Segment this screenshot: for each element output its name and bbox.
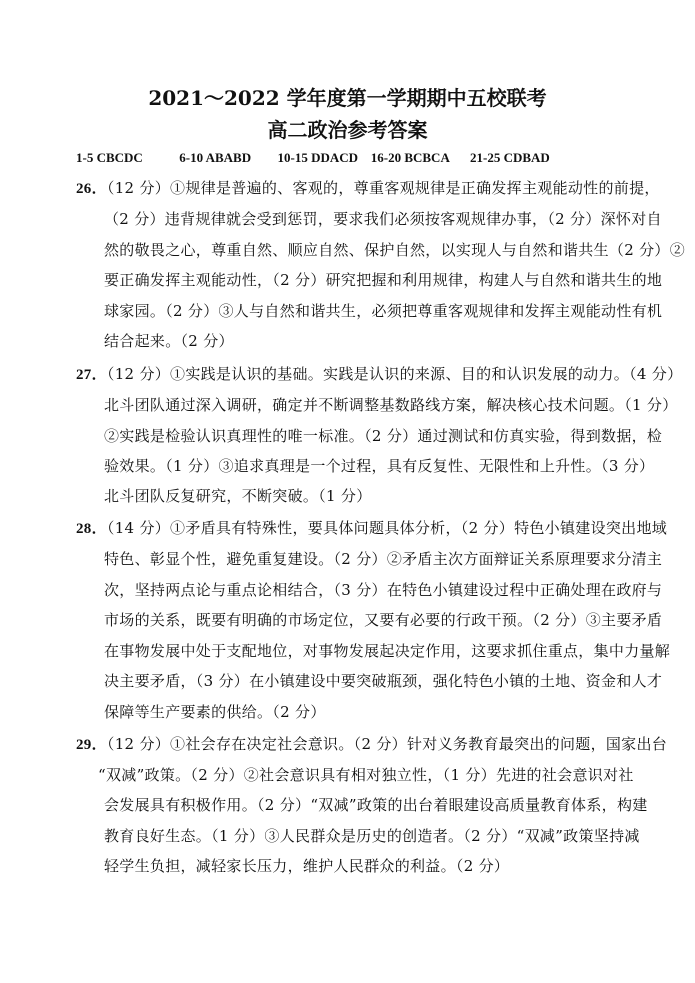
- question-29-line-5: 轻学生负担，减轻家长压力，维护人民群众的利益。（2 分）: [104, 857, 510, 875]
- choice-answers-21-25: 21-25 CDBAD: [470, 150, 550, 165]
- question-29-line-2: “双减”政策。（2 分）②社会意识具有相对独立性，（1 分）先进的社会意识对社: [98, 766, 634, 784]
- question-28-line-3: 次，坚持两点论与重点论相结合，（3 分）在特色小镇建设过程中正确处理在政府与: [104, 581, 663, 599]
- question-26-line-1: 26．（12 分）①规律是普遍的、客观的，尊重客观规律是正确发挥主观能动性的前提，: [76, 179, 660, 197]
- question-number: 26．: [76, 181, 107, 197]
- question-27-line-5: 北斗团队反复研究，不断突破。（1 分）: [104, 487, 372, 505]
- choice-answers-6-10: 6-10 ABABD: [179, 150, 252, 165]
- choice-answers-1-5: 1-5 CBCDC: [76, 150, 143, 165]
- question-28-line-1: 28．（14 分）①矛盾具有特殊性，要具体问题具体分析，（2 分）特色小镇建设突出地域: [76, 519, 668, 537]
- question-26-line-5: 球家园。（2 分）③人与自然和谐共生，必须把尊重客观规律和发挥主观能动性有机: [104, 302, 663, 320]
- question-26-line-2: （2 分）违背规律就会受到惩罚，要求我们必须按客观规律办事，（2 分）深怀对自: [104, 210, 662, 228]
- question-27-line-4: 验效果。（1 分）③追求真理是一个过程，具有反复性、无限性和上升性。（3 分）: [104, 457, 655, 475]
- choice-answers-16-20: 16-20 BCBCA: [370, 150, 450, 165]
- question-27-line-1: 27．（12 分）①实践是认识的基础。实践是认识的来源、目的和认识发展的动力。（4 分）: [76, 365, 683, 383]
- question-27-line-3: ②实践是检验认识真理性的唯一标准。（2 分）通过测试和仿真实验，得到数据，检: [104, 427, 663, 445]
- question-number: 28．: [76, 521, 107, 537]
- question-29-line-4: 教育良好生态。（1 分）③人民群众是历史的创造者。（2 分）“双减”政策坚持减: [104, 827, 640, 845]
- page-title: 2021～2022 学年度第一学期期中五校联考: [148, 86, 547, 110]
- question-28-line-6: 决主要矛盾，（3 分）在小镇建设中要突破瓶颈，强化特色小镇的土地、资金和人才: [104, 672, 663, 690]
- choice-answers-10-15: 10-15 DDACD: [277, 150, 359, 165]
- page-subtitle: 高二政治参考答案: [267, 118, 428, 142]
- question-28-line-2: 特色、彰显个性，避免重复建设。（2 分）②矛盾主次方面辩证关系原理要求分清主: [104, 550, 663, 568]
- question-26-line-4: 要正确发挥主观能动性，（2 分）研究把握和利用规律，构建人与自然和谐共生的地: [104, 271, 663, 289]
- question-number: 29．: [76, 737, 107, 753]
- question-number: 27．: [76, 367, 107, 383]
- question-27-line-2: 北斗团队通过深入调研，确定并不断调整基数路线方案，解决核心技术问题。（1 分）: [104, 396, 678, 414]
- question-28-line-7: 保障等生产要素的供给。（2 分）: [104, 703, 326, 721]
- question-26-line-3: 然的敬畏之心，尊重自然、顺应自然、保护自然，以实现人与自然和谐共生（2 分）②: [104, 241, 686, 259]
- choice-answers-row: [76, 148, 550, 168]
- question-28-line-4: 市场的关系，既要有明确的市场定位，又要有必要的行政干预。（2 分）③主要矛盾: [104, 611, 663, 629]
- question-29-line-3: 会发展具有积极作用。（2 分）“双减”政策的出台着眼建设高质量教育体系，构建: [104, 796, 648, 814]
- question-26-line-6: 结合起来。（2 分）: [104, 332, 234, 350]
- question-28-line-5: 在事物发展中处于支配地位，对事物发展起决定作用，这要求抓住重点，集中力量解: [104, 642, 671, 660]
- question-29-line-1: 29．（12 分）①社会存在决定社会意识。（2 分）针对义务教育最突出的问题，国家出台: [76, 735, 668, 753]
